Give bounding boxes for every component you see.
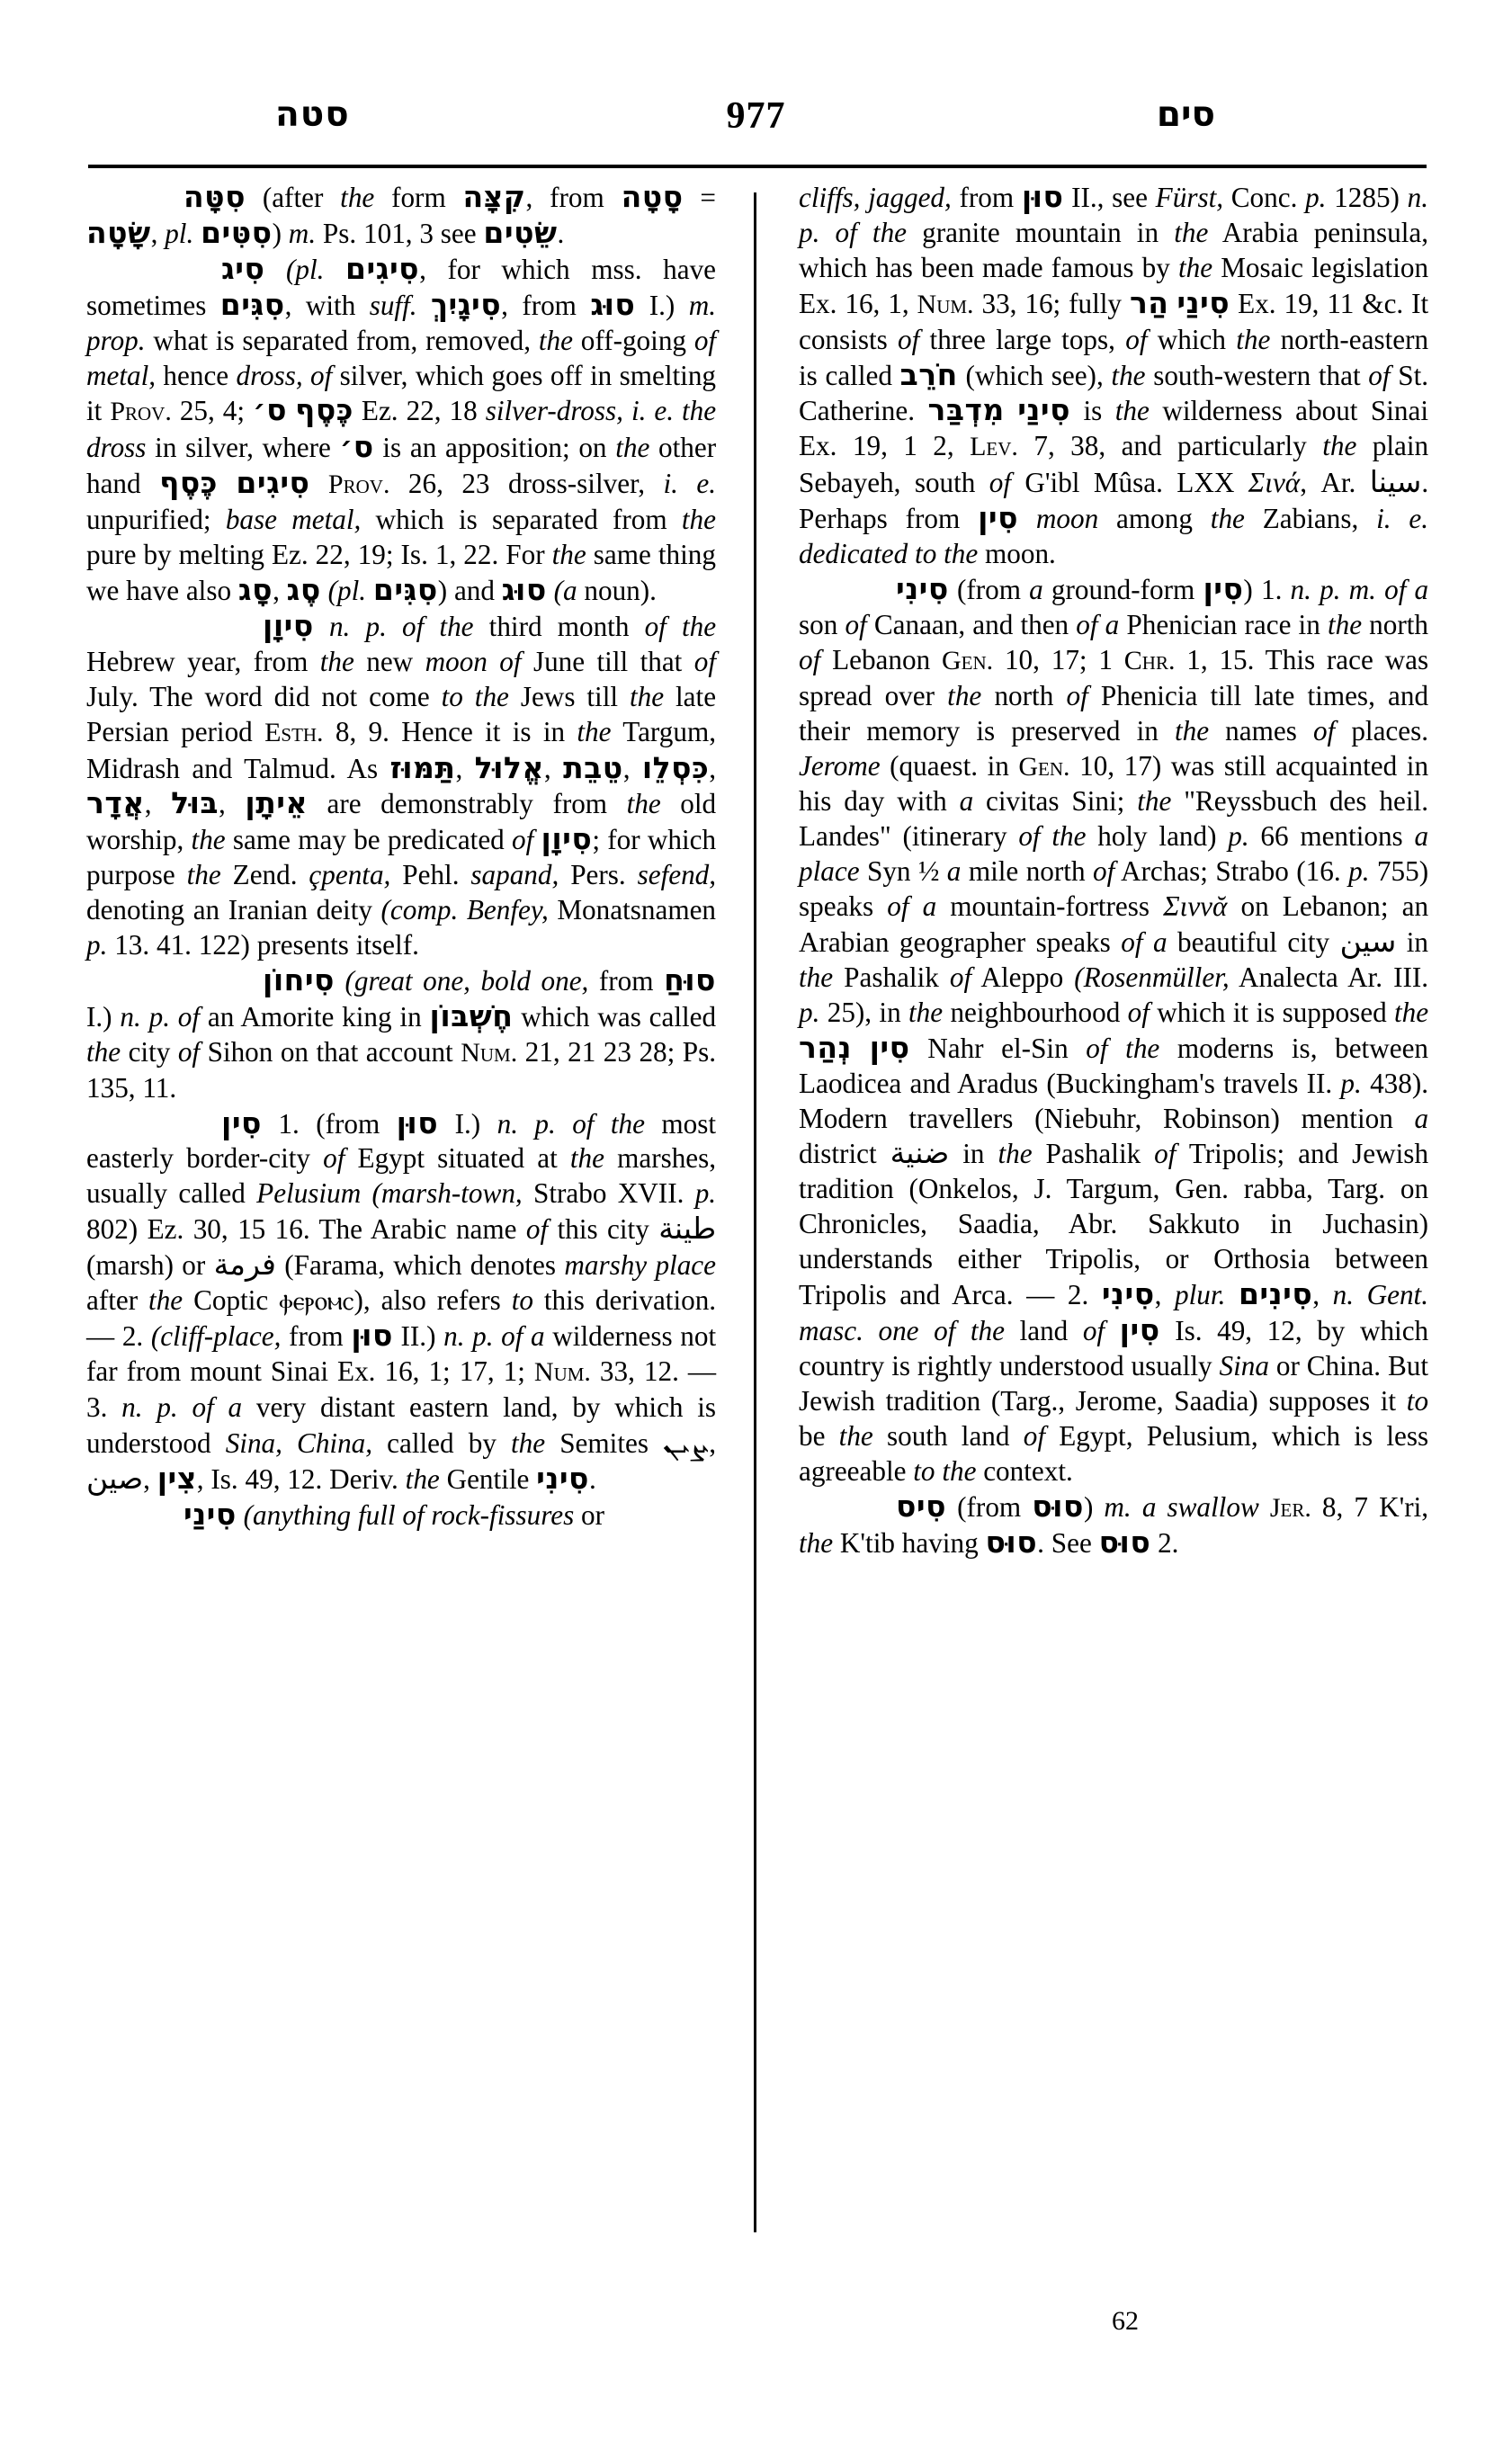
- hebrew-text: כֶּסֶף: [295, 392, 353, 428]
- entry-sig-text: סִיג (pl. סִיגִים, for which mss. have sometimes סִגִּים, with suff. סִיגָיִךְ, from סוּג I.) m. prop. what is separated from, removed, the off-going of metal, hence dross, of silver, which goes off in smelting it Prov. 25, 4; ס׳ כֶּסֶף Ez. 22, 18 silver-dross, i. e. the dross in silver, where ס׳ is an apposition; on the other hand כֶּסֶף סִיגִים Prov. 26, 23 dross-silver, i. e. unpurified; base metal, which is separated from the pure by melting Ez. 22, 19; Is. 1, 22. For the same thing we have also סָג, סֶג (pl. סִגִּים) and סוּג (a noun).: [86, 250, 717, 607]
- italic-gloss: Fürst,: [1155, 182, 1224, 213]
- italic-gloss: e.: [654, 395, 675, 427]
- entry-sini-text: סִינִי (from a ground-form סִין) 1. n. p. m. of a son of Canaan, and then of a Phenician race in the north of Lebanon Gen. 10, 17; 1 Chr. 1, 15. This race was spread over the north of Phenicia till late times, and their memory is preserved in the names of places. Jerome (quaest. in Gen. 10, 17) was still acquainted in his day with a civitas Sini; the "Reyssbuch des heil. Landes" (itinerary of the holy land) p. 66 mentions a place Syn ½ a mile north of Archas; Strabo (16. p. 755) speaks of a mountain-fortress Σιννᾰ on Lebanon; an Arabian geographer speaks of a beautiful city سين in the Pashalik of Aleppo (Rosenmüller, Analecta Ar. III. p. 25), in the neighbourhood of which it is supposed the נְהַר סִין Nahr el-Sin of the moderns is, between Laodicea and Aradus (Buckingham's travels II. p. 438). Modern travellers (Niebuhr, Robinson) mention a district ضنية in the Pashalik of Tripolis; and Jewish tradition (Onkelos, J. Targum, Gen. rabba, Targ. on Chronicles, Saadia, Abr. Sakkuto in Juchasin) understands either Tripolis, or Orthosia between Tripolis and Arca. — 2. סִינִי, plur. סִינִים, n. Gent. masc. one of the land of סִין Is. 49, 12, by which country is rightly understood usually Sina or China. But Jewish tradition (Targ., Jerome, Saadia) supposes it to be the south land of Egypt, Pelusium, which is less agreeable to the context.: [799, 570, 1429, 1487]
- italic-gloss: çpenta,: [309, 859, 391, 891]
- italic-gloss: bold: [480, 964, 531, 997]
- italic-gloss: the: [340, 182, 375, 213]
- italic-gloss: moon: [1035, 503, 1099, 535]
- italic-gloss: the: [629, 680, 665, 712]
- scripture-abbrev: Esth.: [264, 717, 324, 747]
- semitic-script-text: سينا: [1369, 464, 1422, 500]
- italic-gloss: of: [1023, 1419, 1045, 1452]
- italic-gloss: a: [1414, 1102, 1429, 1134]
- italic-gloss: (Rosenmüller,: [1074, 961, 1230, 993]
- italic-gloss: of: [1066, 679, 1088, 711]
- scripture-abbrev: Prov.: [110, 397, 172, 427]
- entry-sivan: [86, 609, 716, 963]
- hebrew-text: סִיס: [896, 1488, 947, 1524]
- hebrew-text: סוּן: [1021, 179, 1064, 214]
- italic-gloss: n.: [121, 1390, 143, 1423]
- italic-gloss: e.: [1409, 503, 1429, 535]
- italic-gloss: one: [878, 1315, 919, 1346]
- italic-gloss: the: [872, 216, 908, 248]
- italic-gloss: of: [525, 1213, 549, 1246]
- italic-gloss: to: [913, 1454, 935, 1487]
- italic-gloss: the: [1210, 503, 1245, 535]
- running-head: [86, 94, 1426, 160]
- italic-gloss: a: [959, 785, 974, 818]
- hebrew-text: אֵיתָן: [245, 785, 308, 821]
- hebrew-text: סִין: [1119, 1312, 1160, 1347]
- hebrew-text: סִינִים: [1238, 1276, 1313, 1312]
- entry-sivan-text: סִיוָן n. p. of the third month of the Hebrew year, from the new moon of June till that of July. The word did not come to the Jews till the late Persian period Esth. 8, 9. Hence it is in the Targum, Midrash and Talmud. As תַּמּוּז, אֱלוּל, טֵבֵת, כִּסְלֵו, אֲדָר, בּוּל, אֵיתָן are demonstrably from the old worship, the same may be predicated of סִיוָן; for which purpose the Zend. çpenta, Pehl. sapand, Pers. sefend, denoting an Iranian deity (comp. Benfey, Monatsnamen p. 13. 41. 122) presents itself.: [86, 607, 717, 961]
- hebrew-text: סִיוָן: [541, 821, 593, 857]
- italic-gloss: of: [1154, 1138, 1176, 1170]
- hebrew-text: חֹרֵב: [899, 356, 958, 392]
- italic-gloss: (comp.: [380, 894, 459, 926]
- italic-gloss: dross,: [236, 359, 303, 391]
- italic-gloss: of: [1368, 359, 1391, 391]
- italic-gloss: China,: [297, 1426, 373, 1459]
- italic-gloss: of: [1125, 323, 1148, 355]
- italic-gloss: n.: [1332, 1279, 1355, 1311]
- italic-gloss: a: [1414, 820, 1429, 853]
- italic-gloss: the: [681, 610, 717, 642]
- hebrew-text: צִין: [157, 1460, 197, 1496]
- italic-gloss: of: [1121, 926, 1143, 959]
- italic-gloss: one,: [423, 964, 470, 997]
- running-head-left-hebrew: סטה: [275, 94, 350, 135]
- italic-gloss: the: [970, 1315, 1005, 1346]
- italic-gloss: a: [946, 855, 962, 888]
- italic-gloss: sapand,: [470, 859, 559, 891]
- italic-gloss: p.: [365, 610, 387, 642]
- italic-gloss: to: [441, 680, 463, 712]
- italic-gloss: of: [177, 1035, 201, 1068]
- italic-gloss: dedicated: [799, 538, 908, 570]
- scripture-abbrev: Gen.: [1018, 751, 1070, 782]
- sheet-signature: 62: [1112, 2306, 1139, 2336]
- semitic-script-text: سين: [1339, 924, 1397, 960]
- entry-sihon: [86, 963, 716, 1106]
- italic-gloss: n.: [443, 1320, 465, 1352]
- italic-gloss: of: [572, 1107, 595, 1140]
- italic-gloss: p.: [694, 1177, 717, 1210]
- italic-gloss: a: [228, 1390, 243, 1423]
- hebrew-text: סָטָה: [621, 179, 684, 214]
- hebrew-text: סִטָּה: [183, 179, 246, 214]
- italic-gloss: cliffs,: [799, 182, 861, 213]
- two-column-body: [86, 180, 1428, 2267]
- italic-gloss: of: [1092, 855, 1115, 888]
- entry-sitah: [86, 180, 716, 252]
- left-column: [86, 180, 716, 1533]
- italic-gloss: the: [1327, 608, 1363, 640]
- hebrew-text: סִיחוֹן: [263, 961, 335, 997]
- italic-gloss: the: [610, 1107, 645, 1140]
- italic-gloss: a: [1141, 1490, 1157, 1523]
- italic-gloss: of: [989, 467, 1012, 499]
- greek-text: Σινά: [1248, 467, 1301, 499]
- italic-gloss: e.: [696, 468, 716, 500]
- page-number: 977: [726, 95, 786, 137]
- hebrew-text: סוּס: [1032, 1488, 1084, 1524]
- hebrew-text: ס׳: [339, 429, 374, 465]
- italic-gloss: of: [693, 645, 717, 677]
- italic-gloss: jagged,: [868, 182, 952, 213]
- italic-gloss: base: [225, 504, 277, 536]
- italic-gloss: of: [898, 323, 920, 355]
- italic-gloss: m.: [1348, 573, 1376, 605]
- hebrew-text: סִין: [869, 1029, 910, 1065]
- italic-gloss: p.: [799, 996, 820, 1028]
- hebrew-text: סִגִּים: [219, 286, 285, 322]
- italic-gloss: the: [148, 1284, 183, 1317]
- italic-gloss: of: [835, 216, 857, 248]
- italic-gloss: prop.: [86, 324, 146, 356]
- italic-gloss: sefend,: [637, 859, 717, 891]
- italic-gloss: of: [799, 643, 821, 675]
- italic-gloss: the: [1137, 785, 1172, 818]
- column-divider: [754, 192, 756, 2232]
- italic-gloss: (marsh-town,: [371, 1177, 523, 1210]
- italic-gloss: the: [1111, 359, 1146, 391]
- scripture-abbrev: Num.: [917, 289, 974, 319]
- italic-gloss: the: [799, 1527, 834, 1560]
- italic-gloss: the: [1322, 430, 1357, 462]
- italic-gloss: p.: [534, 1107, 556, 1140]
- scripture-abbrev: Lev.: [970, 432, 1018, 462]
- italic-gloss: the: [186, 859, 221, 891]
- italic-gloss: (a: [553, 574, 577, 606]
- italic-gloss: to: [511, 1284, 533, 1317]
- coptic-text: ⲫⲉⲣⲟⲙⲥ: [279, 1285, 354, 1317]
- italic-gloss: n.: [1290, 573, 1311, 605]
- italic-gloss: of: [192, 1390, 214, 1423]
- entry-sinai-catchline: [86, 1498, 716, 1533]
- italic-gloss: of: [177, 1000, 201, 1033]
- italic-gloss: p.: [1348, 855, 1370, 888]
- italic-gloss: of: [499, 645, 522, 677]
- greek-text: Σιννᾰ: [1163, 890, 1228, 923]
- italic-gloss: p.: [1320, 573, 1341, 605]
- italic-gloss: of: [1076, 608, 1098, 640]
- hebrew-text: סוּג: [501, 571, 547, 607]
- italic-gloss: the: [511, 1426, 546, 1459]
- italic-gloss: (pl.: [285, 253, 325, 285]
- italic-gloss: p.: [86, 929, 108, 961]
- italic-gloss: metal,: [291, 504, 362, 536]
- hebrew-text: סוּס: [985, 1525, 1038, 1560]
- italic-gloss: the: [319, 645, 354, 677]
- italic-gloss: the: [86, 1035, 121, 1068]
- italic-gloss: n.: [120, 1000, 141, 1033]
- italic-gloss: m.: [288, 217, 317, 249]
- italic-gloss: the: [615, 432, 650, 464]
- hebrew-text: תַּמּוּז: [389, 749, 456, 785]
- italic-gloss: the: [998, 1138, 1033, 1170]
- italic-gloss: the: [838, 1419, 873, 1452]
- italic-gloss: the: [191, 824, 226, 856]
- italic-gloss: Benfey,: [466, 894, 549, 926]
- hebrew-text: ס׳: [253, 392, 288, 428]
- italic-gloss: the: [569, 1142, 604, 1175]
- italic-gloss: n.: [1407, 182, 1428, 213]
- italic-gloss: marshy: [564, 1249, 648, 1282]
- italic-gloss: place: [655, 1249, 716, 1282]
- hebrew-text: סִגִּים: [372, 571, 438, 607]
- italic-gloss: m.: [688, 289, 717, 321]
- italic-gloss: a: [1105, 608, 1120, 640]
- hebrew-text: סִין: [221, 1104, 262, 1140]
- italic-gloss: of: [845, 608, 867, 640]
- italic-gloss: p.: [1228, 820, 1249, 853]
- italic-gloss: the: [474, 680, 509, 712]
- semitic-script-text: فرمة: [213, 1247, 276, 1283]
- italic-gloss: n.: [497, 1107, 518, 1140]
- scripture-abbrev: Num.: [533, 1356, 591, 1387]
- hebrew-text: סוּג: [590, 286, 636, 322]
- italic-gloss: p.: [148, 1000, 170, 1033]
- italic-gloss: n.: [328, 610, 351, 642]
- hebrew-text: סוּחַ: [664, 961, 716, 997]
- hebrew-text: בּוּל: [171, 785, 219, 821]
- entry-sihon-text: סִיחוֹן (great one, bold one, from סוּחַ I.) n. p. of an Amorite king in חֶשְׁבּוֹן which was called the city of Sihon on that account Num. 21, 21 23 28; Ps. 135, 11.: [86, 961, 717, 1104]
- hebrew-text: סִטִּים: [201, 214, 273, 250]
- hebrew-text: קִצָּה: [462, 179, 526, 214]
- hebrew-text: סִינַי: [1017, 392, 1071, 428]
- italic-gloss: (anything: [243, 1498, 352, 1531]
- italic-gloss: dross: [86, 432, 147, 464]
- semitic-script-text: ܨܝܢ: [663, 1424, 710, 1460]
- italic-gloss: the: [1177, 251, 1213, 283]
- italic-gloss: one,: [541, 964, 589, 997]
- scripture-abbrev: Num.: [461, 1037, 518, 1068]
- hebrew-text: סִינַי: [183, 1496, 237, 1532]
- scripture-abbrev: Chr.: [1123, 645, 1176, 675]
- entry-sis-text: סִיס (from סוּס) m. a swallow Jer. 8, 7 K'ri, the K'tib having סוּס. See סוּס 2.: [799, 1488, 1429, 1560]
- italic-gloss: place: [799, 855, 860, 888]
- hebrew-text: שָׂטָה: [86, 214, 151, 250]
- italic-gloss: suff.: [369, 289, 417, 321]
- italic-gloss: Sina: [1219, 1349, 1269, 1381]
- italic-gloss: the: [626, 788, 661, 820]
- hebrew-text: סִינִי: [1101, 1276, 1155, 1312]
- hebrew-text: נְהַר: [799, 1029, 852, 1065]
- italic-gloss: (pl.: [327, 574, 367, 606]
- hebrew-text: הַר: [1129, 284, 1169, 320]
- hebrew-text: סִיוָן: [263, 607, 314, 643]
- italic-gloss: p.: [157, 1390, 178, 1423]
- italic-gloss: the: [942, 1454, 977, 1487]
- italic-gloss: the: [1114, 395, 1150, 427]
- hebrew-text: אֲדָר: [86, 785, 145, 821]
- hebrew-text: סִינִי: [896, 570, 949, 606]
- italic-gloss: the: [577, 715, 612, 747]
- italic-gloss: masc.: [799, 1315, 863, 1346]
- hebrew-text: סוּן: [396, 1104, 439, 1140]
- entry-sinai-text: cliffs, jagged, from סוּן II., see Fürst, Conc. p. 1285) n. p. of the granite mountain in the Arabia peninsula, which has been made famous by the Mosaic legislation Ex. 16, 1, Num. 33, 16; fully הַר סִינַי Ex. 19, 11 &c. It consists of three large tops, of which the north-eastern is called חֹרֵב (which see), the south-western that of St. Catherine. מִדְבַּר סִינַי is the wilderness about Sinai Ex. 19, 1 2, Lev. 7, 38, and particularly the plain Sebayeh, south of G'ibl Mûsa. LXX Σινά, Ar. سينا. Perhaps from סִין moon among the Zabians, i. e. dedicated to the moon.: [799, 179, 1429, 570]
- italic-gloss: p.: [1340, 1067, 1362, 1099]
- italic-gloss: the: [1174, 714, 1210, 747]
- right-column: [799, 180, 1428, 1561]
- italic-gloss: i.: [631, 395, 647, 427]
- hebrew-text: טֵבֵת: [563, 749, 623, 785]
- italic-gloss: plur.: [1175, 1279, 1226, 1311]
- entry-sinai-catchline-text: סִינַי (anything full of rock-fissures or: [183, 1496, 604, 1532]
- scripture-abbrev: Prov.: [327, 469, 390, 500]
- italic-gloss: the: [405, 1462, 440, 1495]
- italic-gloss: rock-fissures: [431, 1498, 575, 1531]
- hebrew-text: סִיגָיִךְ: [430, 286, 502, 322]
- italic-gloss: the: [682, 395, 717, 427]
- hebrew-text: שֵׂטִים: [483, 214, 558, 250]
- italic-gloss: the: [947, 679, 982, 711]
- hebrew-text: סָג: [237, 571, 273, 607]
- entry-sin-text: סִין 1. (from סוּן I.) n. p. of the most easterly border-city of Egypt situated at the marshes, usually called Pelusium (marsh-town, Strabo XVII. p. 802) Ez. 30, 15 16. The Arabic name of this city طينة (marsh) or فرمة (Farama, which denotes marshy place after the Coptic ⲫⲉⲣⲟⲙⲥ), also refers to this derivation. — 2. (cliff-place, from סוּן II.) n. p. of a wilderness not far from mount Sinai Ex. 16, 1; 17, 1; Num. 33, 12. — 3. n. p. of a very distant eastern land, by which is understood Sina, China, called by the Semites ܨܝܢ, صين, צִין, Is. 49, 12. Deriv. the Gentile סִינִי.: [86, 1104, 717, 1496]
- italic-gloss: of: [1086, 1032, 1108, 1064]
- italic-gloss: to: [915, 538, 937, 570]
- hebrew-text: סִינַי: [1176, 284, 1230, 320]
- italic-gloss: of: [310, 359, 333, 391]
- italic-gloss: a: [1029, 573, 1043, 605]
- hebrew-text: סִיגִים: [236, 465, 310, 501]
- semitic-script-text: ضنية: [890, 1135, 950, 1171]
- italic-gloss: p.: [799, 216, 820, 248]
- italic-gloss: p.: [472, 1320, 494, 1352]
- semitic-script-text: طينة: [658, 1211, 717, 1247]
- italic-gloss: the: [908, 996, 944, 1028]
- italic-gloss: the: [551, 539, 586, 571]
- hebrew-text: מִדְבַּר: [927, 392, 1005, 428]
- italic-gloss: m.: [1104, 1490, 1132, 1523]
- italic-gloss: the: [1174, 216, 1209, 248]
- italic-gloss: of: [512, 824, 534, 856]
- italic-gloss: moon: [425, 645, 488, 677]
- hebrew-text: סִיג: [221, 250, 265, 286]
- italic-gloss: swallow: [1167, 1490, 1259, 1523]
- entry-sini: [799, 572, 1428, 1489]
- italic-gloss: the: [1051, 820, 1087, 853]
- italic-gloss: of: [1082, 1315, 1105, 1346]
- italic-gloss: Pelusium: [256, 1177, 362, 1210]
- italic-gloss: a: [922, 890, 937, 923]
- italic-gloss: to: [1406, 1384, 1429, 1417]
- entry-sinai: [799, 180, 1428, 572]
- entry-sis: [799, 1489, 1428, 1562]
- hebrew-text: סוּס: [1098, 1525, 1151, 1560]
- semitic-script-text: صين: [86, 1460, 144, 1496]
- italic-gloss: of: [644, 610, 667, 642]
- italic-gloss: the: [799, 961, 834, 993]
- italic-gloss: the: [1394, 996, 1429, 1028]
- hebrew-text: אֱלוּל: [474, 749, 544, 785]
- italic-gloss: full: [357, 1498, 396, 1531]
- hebrew-text: סִין: [1203, 570, 1244, 606]
- hebrew-text: סִין: [978, 500, 1019, 536]
- italic-gloss: of: [1384, 573, 1407, 605]
- italic-gloss: of: [402, 610, 425, 642]
- italic-gloss: p.: [1305, 182, 1327, 213]
- italic-gloss: of: [934, 1315, 956, 1346]
- italic-gloss: i.: [663, 468, 678, 500]
- italic-gloss: the: [538, 324, 573, 356]
- italic-gloss: a: [1152, 926, 1168, 959]
- italic-gloss: of: [323, 1142, 345, 1175]
- italic-gloss: a: [531, 1320, 545, 1352]
- italic-gloss: of: [1018, 820, 1041, 853]
- hebrew-text: כֶּסֶף: [159, 465, 218, 501]
- italic-gloss: of: [693, 324, 717, 356]
- italic-gloss: a: [1414, 573, 1429, 605]
- header-rule: [88, 165, 1427, 168]
- italic-gloss: of: [887, 890, 909, 923]
- italic-gloss: Jerome: [799, 749, 881, 782]
- italic-gloss: the: [1125, 1032, 1160, 1064]
- hebrew-text: סֶג: [286, 571, 321, 607]
- italic-gloss: (great: [344, 964, 413, 997]
- italic-gloss: Gent.: [1366, 1279, 1429, 1311]
- italic-gloss: (cliff-place,: [150, 1320, 282, 1352]
- hebrew-text: סִינִי: [536, 1460, 589, 1496]
- italic-gloss: of: [501, 1320, 523, 1352]
- italic-gloss: the: [1236, 323, 1271, 355]
- hebrew-text: חֶשְׁבּוֹן: [429, 997, 514, 1033]
- italic-gloss: of: [949, 961, 972, 993]
- italic-gloss: of: [1127, 996, 1150, 1028]
- hebrew-text: סוּן: [351, 1318, 393, 1353]
- running-head-right-hebrew: סים: [1156, 94, 1215, 135]
- scripture-abbrev: Jer.: [1269, 1492, 1311, 1523]
- entry-sig: [86, 252, 716, 609]
- italic-gloss: the: [681, 504, 716, 536]
- entry-sitah-text: סִטָּה (after the form קִצָּה, from סָטָה = שָׂטָה, pl. סִטִּים) m. Ps. 101, 3 see שֵׂטִים.: [86, 179, 716, 250]
- italic-gloss: the: [944, 538, 979, 570]
- italic-gloss: the: [439, 610, 474, 642]
- entry-sin: [86, 1106, 716, 1498]
- italic-gloss: of: [402, 1498, 425, 1531]
- hebrew-text: כִּסְלֵו: [641, 749, 710, 785]
- italic-gloss: of: [1312, 714, 1336, 747]
- italic-gloss: silver-dross,: [485, 395, 623, 427]
- italic-gloss: Sina,: [225, 1426, 282, 1459]
- scripture-abbrev: Gen.: [941, 645, 994, 675]
- italic-gloss: pl.: [165, 217, 194, 249]
- italic-gloss: i.: [1376, 503, 1391, 535]
- italic-gloss: metal,: [86, 359, 157, 391]
- hebrew-text: סִיגִים: [345, 250, 420, 286]
